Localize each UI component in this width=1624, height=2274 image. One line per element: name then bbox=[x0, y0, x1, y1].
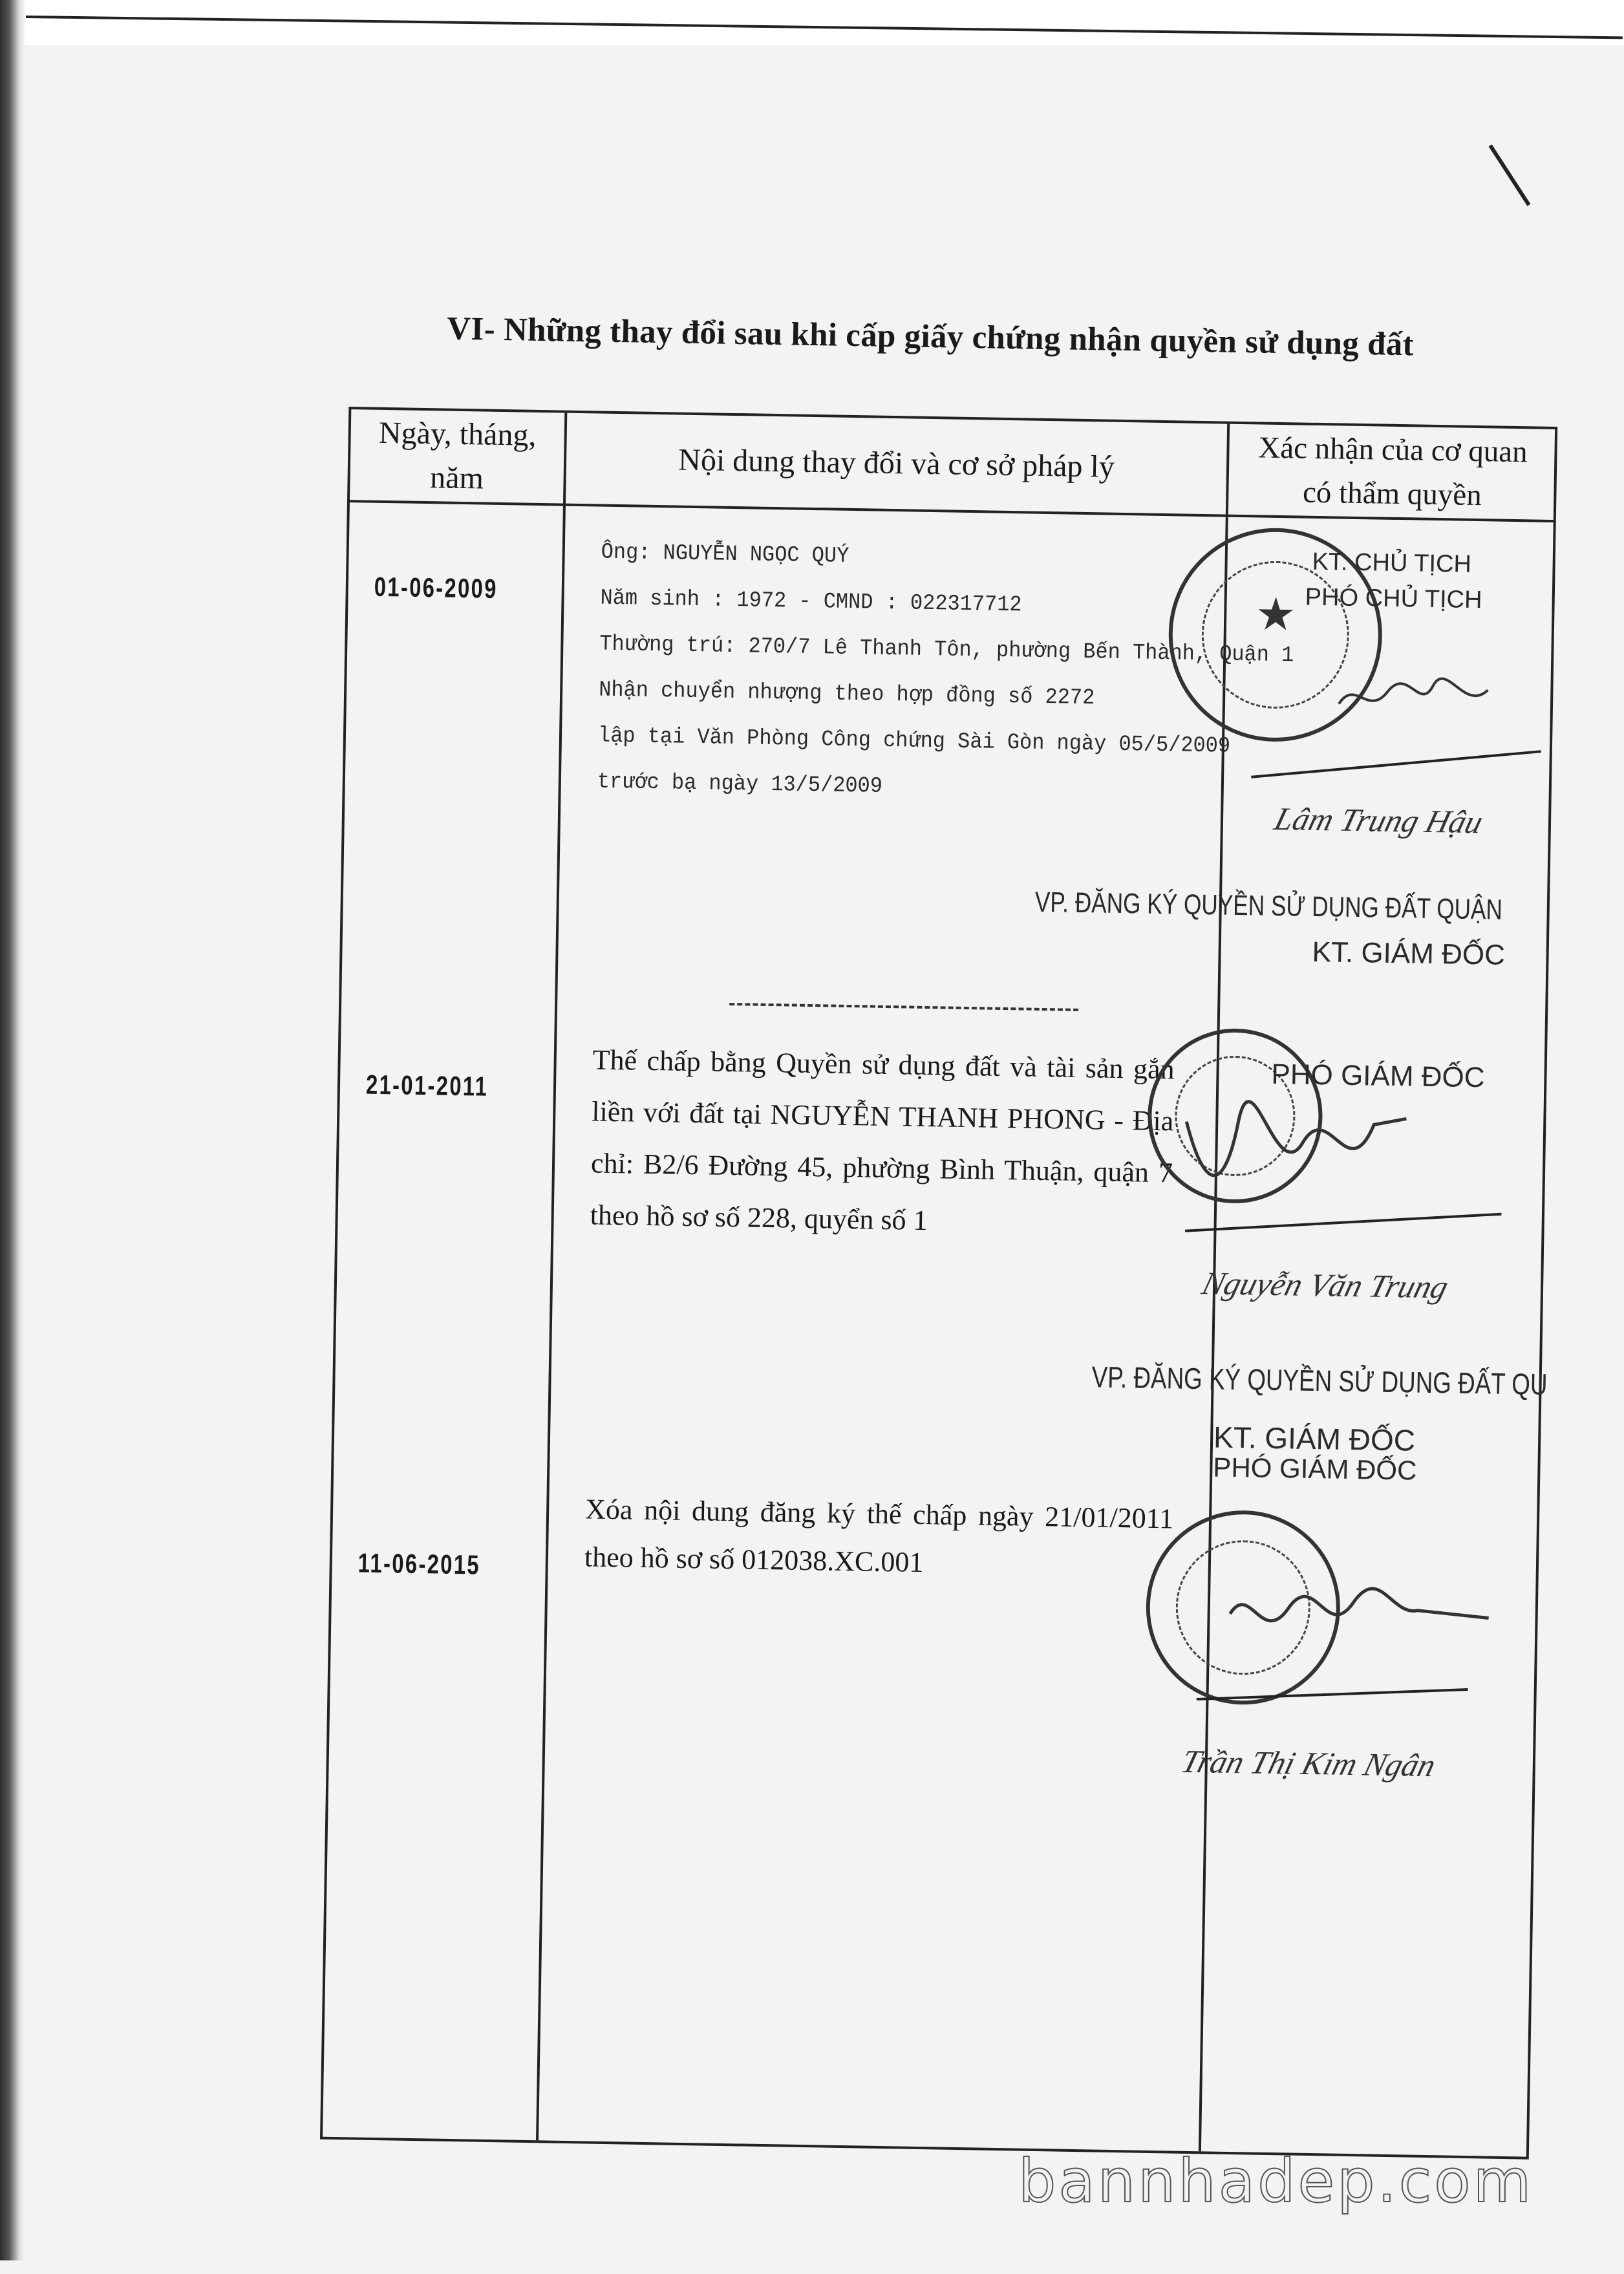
row1-signer-name: Lâm Trung Hậu bbox=[1270, 800, 1487, 841]
changes-table bbox=[320, 407, 1557, 2160]
row2-signature-line bbox=[1185, 1213, 1502, 1232]
row2-date: 21-01-2011 bbox=[365, 1069, 489, 1102]
row1-auth-line1: KT. CHỦ TỊCH bbox=[1312, 548, 1472, 578]
row1-line: Thường trú: 270/7 Lê Thanh Tôn, phường Bến Thành, Quận 1 bbox=[599, 632, 1294, 669]
row2-auth-line2: PHÓ GIÁM ĐỐC bbox=[1271, 1058, 1485, 1094]
row1-line: Năm sinh : 1972 - CMND : 022317712 bbox=[600, 586, 1022, 618]
header-content bbox=[566, 413, 1227, 515]
row3-date: 11-06-2015 bbox=[358, 1547, 481, 1580]
column-divider-1 bbox=[536, 413, 567, 2141]
section-title: VI- Những thay đổi sau khi cấp giấy chứng nhận quyền sử dụng đất bbox=[446, 310, 1415, 363]
row3-signer-name: Trần Thị Kim Ngân bbox=[1177, 1743, 1440, 1784]
row-separator-dashes bbox=[729, 1003, 1078, 1011]
header-date-line1: Ngày, tháng, bbox=[378, 415, 537, 453]
row1-auth-line2: PHÓ CHỦ TỊCH bbox=[1305, 583, 1482, 614]
row1-line: lập tại Văn Phòng Công chứng Sài Gòn ngày 05/5/2009 bbox=[597, 724, 1231, 759]
row1-line: Nhận chuyển nhượng theo hợp đồng số 2272 bbox=[598, 678, 1095, 711]
row3-auth-line1: KT. GIÁM ĐỐC bbox=[1213, 1420, 1416, 1457]
header-date-line2: năm bbox=[429, 460, 484, 496]
row1-line: trước bạ ngày 13/5/2009 bbox=[597, 769, 883, 799]
header-confirm-line2: có thẩm quyền bbox=[1302, 475, 1482, 513]
row1-date: 01-06-2009 bbox=[374, 571, 498, 604]
row1-signature-scribble bbox=[1336, 665, 1491, 725]
row3-content: Xóa nội dung đăng ký thế chấp ngày 21/01/2011 theo hồ sơ số 012038.XC.001 bbox=[584, 1493, 1174, 1579]
header-confirm-line1: Xác nhận của cơ quan bbox=[1257, 431, 1528, 469]
row3-signature-scribble bbox=[1223, 1575, 1496, 1657]
row3-office-name: VP. ĐĂNG KÝ QUYỀN SỬ DỤNG ĐẤT QU bbox=[1091, 1360, 1548, 1401]
header-date bbox=[350, 409, 564, 503]
row3-auth-line2: PHÓ GIÁM ĐỐC bbox=[1213, 1452, 1417, 1486]
site-watermark: bannhadep.com bbox=[1018, 2147, 1534, 2216]
row2-content: Thế chấp bằng Quyền sử dụng đất và tài sản gắn liền với đất tại NGUYỄN THANH PHONG - Địa chỉ: B2/6 Đường 45, phường Bình Thuận, quận 7 theo hồ sơ số 228, quyển số 1 bbox=[590, 1044, 1175, 1237]
row1-content bbox=[597, 530, 1294, 815]
row2-office-name: VP. ĐĂNG KÝ QUYỀN SỬ DỤNG ĐẤT QUẬN bbox=[1034, 886, 1503, 926]
row2-signer-name: Nguyễn Văn Trung bbox=[1198, 1265, 1453, 1305]
row1-signature-line bbox=[1251, 750, 1541, 778]
header-content-label: Nội dung thay đổi và cơ sở pháp lý bbox=[678, 442, 1115, 484]
header-confirmation bbox=[1228, 424, 1557, 520]
row1-line: Ông: NGUYỄN NGỌC QUÝ bbox=[601, 540, 849, 569]
star-icon: ★ bbox=[1255, 587, 1297, 641]
row2-auth-line1: KT. GIÁM ĐỐC bbox=[1312, 936, 1506, 971]
row2-signature-scribble bbox=[1179, 1096, 1413, 1210]
